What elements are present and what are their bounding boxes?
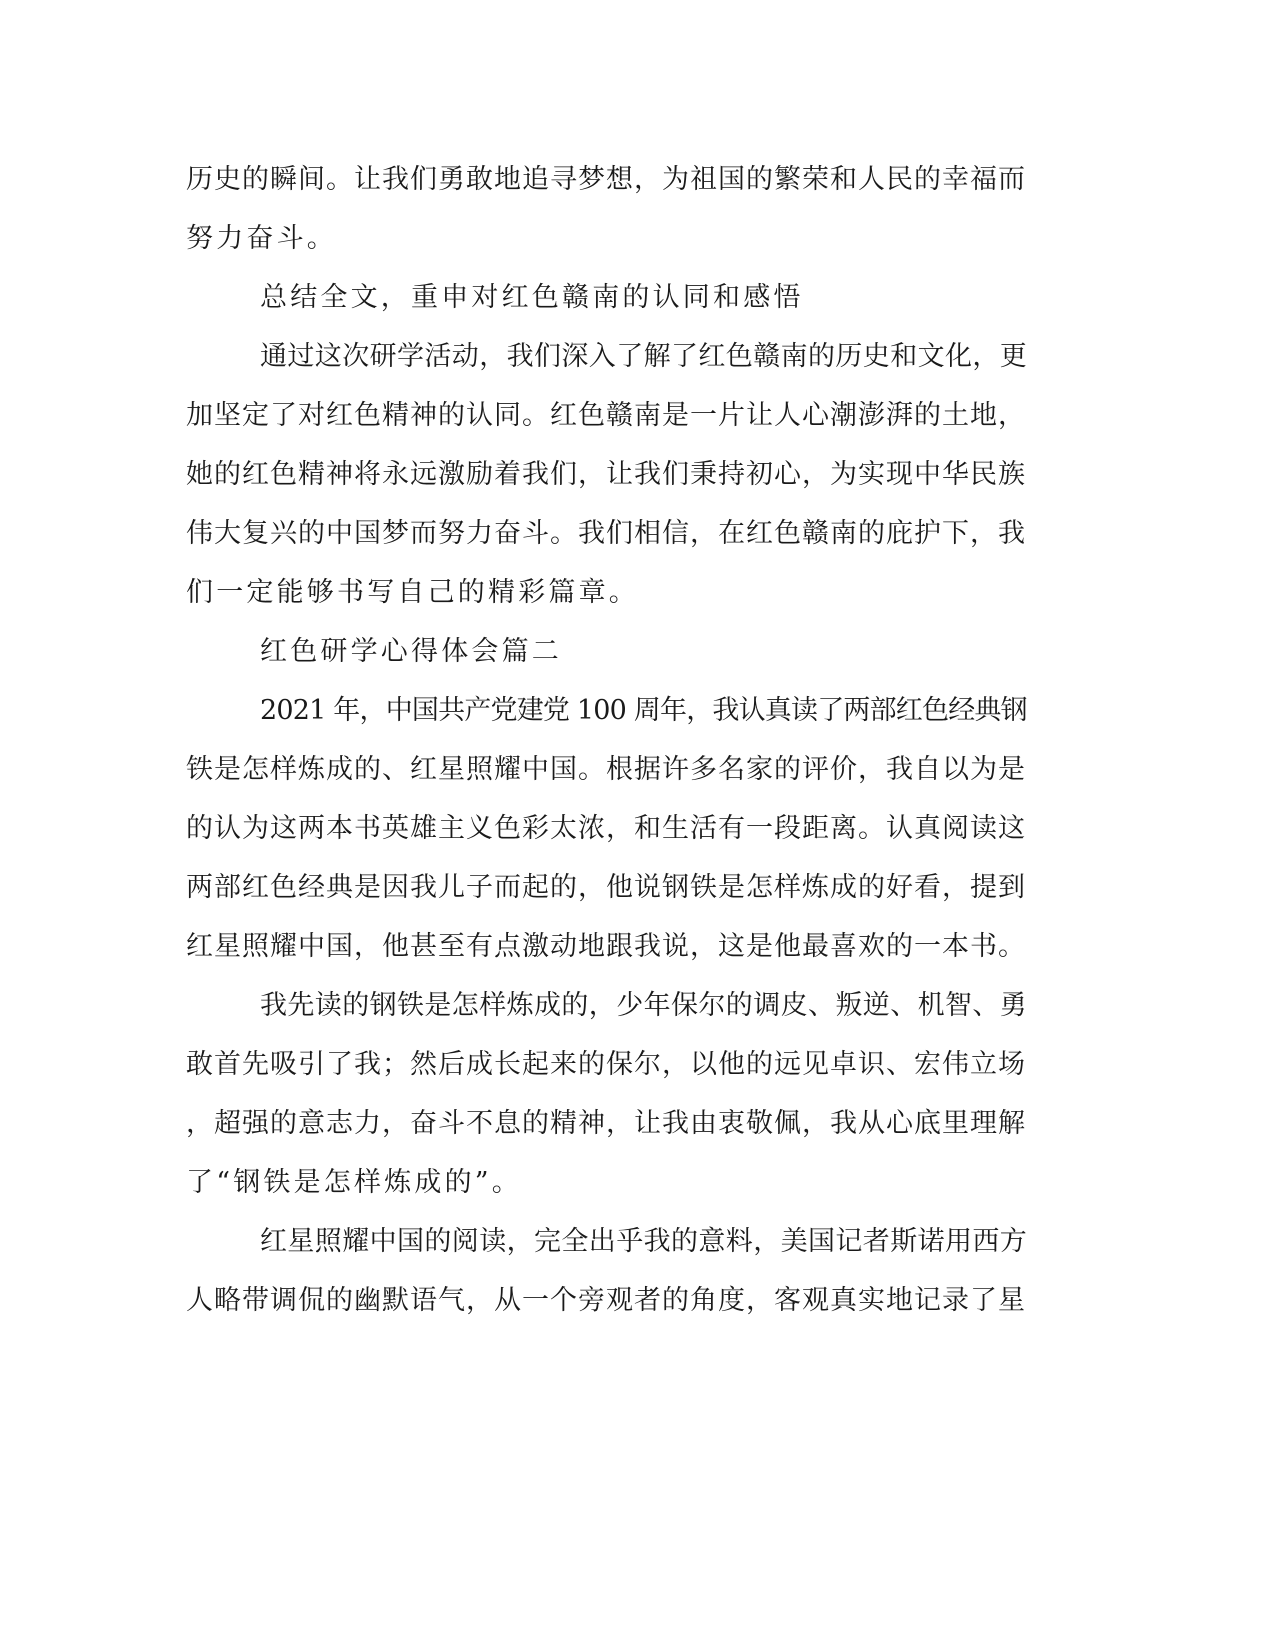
section-heading: 红色研学心得体会篇二 (260, 636, 562, 667)
text-line: ，超强的意志力，奋斗不息的精神，让我由衷敬佩，我从心底里理解 (186, 1108, 1026, 1139)
text-line: 了“钢铁是怎样炼成的”。 (186, 1167, 523, 1198)
text-line: 红星照耀中国，他甚至有点激动地跟我说，这是他最喜欢的一本书。 (186, 931, 1026, 962)
text-line: 我先读的钢铁是怎样炼成的，少年保尔的调皮、叛逆、机智、勇 (260, 990, 1028, 1021)
text-line: 通过这次研学活动，我们深入了解了红色赣南的历史和文化，更 (260, 341, 1028, 372)
text-line: 的认为这两本书英雄主义色彩太浓，和生活有一段距离。认真阅读这 (186, 813, 1026, 844)
text-line: 红星照耀中国的阅读，完全出乎我的意料，美国记者斯诺用西方 (260, 1226, 1028, 1257)
section-heading: 总结全文，重申对红色赣南的认同和感悟 (260, 282, 804, 313)
text-line: 铁是怎样炼成的、红星照耀中国。根据许多名家的评价，我自以为是 (186, 754, 1026, 785)
text-line: 历史的瞬间。让我们勇敢地追寻梦想，为祖国的繁荣和人民的幸福而 (186, 164, 1026, 195)
text-line: 伟大复兴的中国梦而努力奋斗。我们相信，在红色赣南的庇护下，我 (186, 518, 1026, 549)
text-line: 2021 年，中国共产党建党 100 周年，我认真读了两部红色经典钢 (260, 695, 1027, 726)
text-line: 加坚定了对红色精神的认同。红色赣南是一片让人心潮澎湃的土地， (186, 400, 1026, 431)
text-line: 努力奋斗。 (186, 223, 337, 254)
text-line: 人略带调侃的幽默语气，从一个旁观者的角度，客观真实地记录了星 (186, 1285, 1026, 1316)
text-line: 敢首先吸引了我；然后成长起来的保尔，以他的远见卓识、宏伟立场 (186, 1049, 1026, 1080)
text-line: 们一定能够书写自己的精彩篇章。 (186, 577, 639, 608)
text-line: 她的红色精神将永远激励着我们，让我们秉持初心，为实现中华民族 (186, 459, 1026, 490)
text-line: 两部红色经典是因我儿子而起的，他说钢铁是怎样炼成的好看，提到 (186, 872, 1026, 903)
